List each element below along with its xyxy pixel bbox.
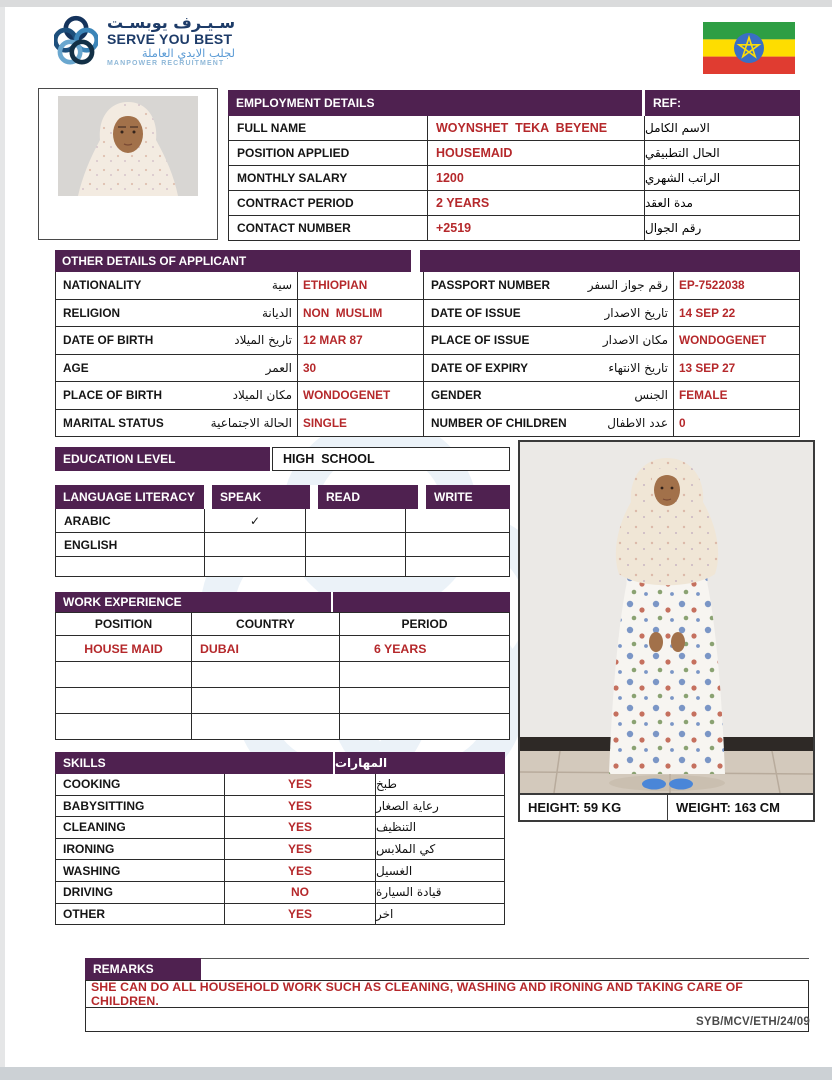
work-column-headers bbox=[55, 612, 510, 636]
field-value: WOYNSHET TEKA BEYENE bbox=[428, 116, 645, 140]
remarks-header bbox=[85, 958, 809, 980]
position-cell bbox=[56, 714, 192, 739]
field-value: WONDOGENET bbox=[679, 333, 767, 348]
table-row bbox=[55, 355, 800, 383]
field-label-pair bbox=[424, 300, 674, 327]
education-level-label: EDUCATION LEVEL bbox=[55, 447, 270, 471]
period-cell bbox=[340, 714, 509, 739]
speak-cell bbox=[205, 557, 306, 576]
ref-label: REF: bbox=[645, 90, 800, 116]
skill-value: YES bbox=[225, 860, 376, 881]
field-label-arabic: تاريخ الميلاد bbox=[234, 333, 292, 348]
field-label-arabic: تاريخ الانتهاء bbox=[608, 360, 668, 375]
table-row bbox=[228, 166, 800, 191]
skill-label-arabic: اخر bbox=[376, 906, 394, 921]
read-cell bbox=[306, 533, 406, 556]
country-cell bbox=[192, 714, 340, 739]
reference-code: SYB/MCV/ETH/24/09 bbox=[696, 1016, 810, 1028]
column-header: SPEAK bbox=[212, 485, 310, 509]
field-value: FEMALE bbox=[679, 388, 728, 403]
field-label-arabic: الاسم الكامل bbox=[645, 121, 710, 135]
country-cell bbox=[192, 662, 340, 687]
position-cell: HOUSE MAID bbox=[56, 636, 192, 661]
remarks-topline bbox=[201, 958, 809, 980]
table-row bbox=[55, 774, 505, 796]
table-row bbox=[55, 839, 505, 861]
language-header-row bbox=[55, 485, 510, 509]
field-label-arabic: مكان الاصدار bbox=[602, 333, 668, 348]
table-row bbox=[55, 327, 800, 355]
applicant-passport-photo bbox=[38, 88, 218, 240]
field-label-pair bbox=[424, 272, 674, 299]
skill-label: CLEANING bbox=[56, 817, 225, 838]
table-row bbox=[55, 904, 505, 926]
position-cell bbox=[56, 688, 192, 713]
write-cell bbox=[406, 509, 509, 532]
field-value: SINGLE bbox=[298, 410, 424, 437]
field-label: PLACE OF BIRTH bbox=[63, 388, 162, 403]
field-label: NUMBER OF CHILDREN bbox=[431, 415, 567, 430]
table-row bbox=[55, 882, 505, 904]
period-cell bbox=[340, 662, 509, 687]
height-value: HEIGHT: 59 KG bbox=[520, 795, 668, 820]
field-label-arabic: الديانة bbox=[261, 305, 292, 320]
language-name: ENGLISH bbox=[56, 533, 205, 556]
skill-label-arabic: رعاية الصغار bbox=[376, 798, 439, 813]
agency-logo bbox=[54, 13, 235, 69]
employment-title: EMPLOYMENT DETAILS bbox=[228, 90, 642, 116]
remarks-title: REMARKS bbox=[85, 958, 201, 980]
field-value: 13 SEP 27 bbox=[679, 360, 736, 375]
field-label-arabic: الراتب الشهري bbox=[645, 171, 721, 185]
country-cell: DUBAI bbox=[192, 636, 340, 661]
field-label-pair bbox=[56, 410, 298, 437]
period-cell bbox=[340, 688, 509, 713]
field-label: RELIGION bbox=[63, 305, 121, 320]
skill-label: WASHING bbox=[56, 860, 225, 881]
table-row bbox=[55, 860, 505, 882]
field-label: AGE bbox=[63, 360, 89, 375]
header-gap bbox=[411, 250, 420, 272]
skill-label-arabic: كي الملابس bbox=[376, 842, 436, 857]
skill-value: YES bbox=[225, 839, 376, 860]
skill-label: COOKING bbox=[56, 774, 225, 795]
header-bar-right bbox=[333, 592, 510, 612]
field-label: NATIONALITY bbox=[63, 278, 142, 293]
skill-label: BABYSITTING bbox=[56, 796, 225, 817]
logo-arabic-title: سـيـرف يوبسـت bbox=[107, 12, 236, 32]
field-label-pair bbox=[56, 272, 298, 299]
field-value: 14 SEP 22 bbox=[679, 305, 736, 320]
field-label-pair bbox=[56, 327, 298, 354]
table-row bbox=[55, 662, 510, 688]
skill-value: NO bbox=[225, 882, 376, 903]
field-label-arabic: سية bbox=[271, 278, 292, 293]
skill-label-arabic: قيادة السيارة bbox=[376, 885, 442, 900]
column-header: READ bbox=[318, 485, 418, 509]
table-row bbox=[55, 509, 510, 533]
skill-label: OTHER bbox=[56, 904, 225, 925]
table-row bbox=[55, 714, 510, 740]
skill-label: DRIVING bbox=[56, 882, 225, 903]
table-row bbox=[228, 116, 800, 141]
field-value: NON MUSLIM bbox=[298, 300, 424, 327]
field-label: DATE OF ISSUE bbox=[431, 305, 521, 320]
skill-value: YES bbox=[225, 817, 376, 838]
table-row bbox=[55, 557, 510, 577]
logo-subtitle: MANPOWER RECRUITMENT bbox=[107, 60, 225, 68]
field-label-arabic: مكان الميلاد bbox=[232, 388, 292, 403]
other-details-title: OTHER DETAILS OF APPLICANT bbox=[55, 250, 411, 272]
position-cell bbox=[56, 662, 192, 687]
field-label: DATE OF BIRTH bbox=[63, 333, 154, 348]
field-label-pair bbox=[56, 300, 298, 327]
applicant-full-photo bbox=[518, 440, 815, 795]
field-label: POSITION APPLIED bbox=[229, 141, 428, 165]
field-label: MONTHLY SALARY bbox=[229, 166, 428, 190]
field-label: DATE OF EXPIRY bbox=[431, 360, 529, 375]
field-value: ETHIOPIAN bbox=[298, 272, 424, 299]
skill-value: YES bbox=[225, 904, 376, 925]
table-row bbox=[55, 817, 505, 839]
field-label-arabic: عدد الاطفال bbox=[607, 415, 668, 430]
field-label: FULL NAME bbox=[229, 116, 428, 140]
field-label-arabic: رقم الجوال bbox=[645, 221, 702, 235]
column-header: COUNTRY bbox=[192, 613, 340, 635]
column-header: LANGUAGE LITERACY bbox=[55, 485, 204, 509]
ethiopia-flag-icon bbox=[703, 22, 795, 74]
speak-cell bbox=[205, 533, 306, 556]
speak-checkmark: ✓ bbox=[205, 509, 306, 532]
language-literacy-table bbox=[55, 485, 510, 577]
field-label-arabic: تاريخ الاصدار bbox=[604, 305, 668, 320]
field-label: GENDER bbox=[431, 388, 482, 403]
field-label: PLACE OF ISSUE bbox=[431, 333, 530, 348]
language-name: ARABIC bbox=[56, 509, 205, 532]
field-value: 2 YEARS bbox=[428, 191, 645, 215]
skill-label-arabic: التنظيف bbox=[376, 820, 417, 835]
skill-value: YES bbox=[225, 796, 376, 817]
weight-value: WEIGHT: 163 CM bbox=[676, 800, 781, 815]
field-label-pair bbox=[56, 382, 298, 409]
logo-title: SERVE YOU BEST bbox=[107, 30, 233, 47]
skill-value: YES bbox=[225, 774, 376, 795]
field-value: WONDOGENET bbox=[298, 382, 424, 409]
period-cell: 6 YEARS bbox=[374, 641, 427, 656]
table-row bbox=[55, 382, 800, 410]
scan-edge-top bbox=[0, 0, 832, 7]
field-label-arabic: الجنس bbox=[634, 388, 668, 403]
table-row bbox=[55, 533, 510, 557]
field-value: +2519 bbox=[428, 216, 645, 240]
field-label-pair bbox=[424, 355, 674, 382]
skills-title: SKILLS bbox=[55, 752, 333, 774]
field-label: CONTRACT PERIOD bbox=[229, 191, 428, 215]
read-cell bbox=[306, 509, 406, 532]
table-row bbox=[55, 410, 800, 438]
country-cell bbox=[192, 688, 340, 713]
language-name bbox=[56, 557, 205, 576]
field-label-pair bbox=[424, 410, 674, 437]
remarks-text: SHE CAN DO ALL HOUSEHOLD WORK SUCH AS CLEANING, WASHING AND IRONING AND TAKING CARE OF CHILDREN. bbox=[85, 980, 809, 1008]
work-experience-header bbox=[55, 592, 510, 612]
table-row bbox=[55, 688, 510, 714]
employment-details-table bbox=[228, 90, 800, 241]
table-row bbox=[228, 191, 800, 216]
column-header: WRITE bbox=[426, 485, 510, 509]
work-experience-table bbox=[55, 592, 510, 740]
field-value: 12 MAR 87 bbox=[298, 327, 424, 354]
field-label: CONTACT NUMBER bbox=[229, 216, 428, 240]
skill-label-arabic: الغسيل bbox=[376, 863, 413, 878]
field-label-arabic: الحالة الاجتماعية bbox=[210, 415, 292, 430]
logo-knot-icon bbox=[54, 13, 98, 69]
field-label-arabic: الحال التطبيقي bbox=[645, 146, 720, 160]
skills-table bbox=[55, 752, 505, 925]
header-bar-right bbox=[420, 250, 800, 272]
other-details-table bbox=[55, 250, 800, 437]
field-label-pair bbox=[424, 327, 674, 354]
field-value: 1200 bbox=[428, 166, 645, 190]
skill-label-arabic: طبخ bbox=[376, 777, 397, 792]
table-row bbox=[55, 300, 800, 328]
logo-arabic-subtitle: لجلب الايدي العاملة bbox=[141, 46, 236, 61]
field-label: MARITAL STATUS bbox=[63, 415, 164, 430]
field-label-pair bbox=[424, 382, 674, 409]
field-label-arabic: العمر bbox=[265, 360, 292, 375]
write-cell bbox=[406, 557, 509, 576]
height-weight-row bbox=[518, 795, 815, 822]
field-label-arabic: مدة العقد bbox=[645, 196, 693, 210]
column-header: POSITION bbox=[56, 613, 192, 635]
education-level-value: HIGH SCHOOL bbox=[272, 447, 510, 471]
table-row bbox=[55, 272, 800, 300]
scan-edge-left bbox=[0, 7, 5, 1067]
field-value: 0 bbox=[679, 415, 686, 430]
field-value: HOUSEMAID bbox=[428, 141, 645, 165]
skills-header bbox=[55, 752, 505, 774]
table-row bbox=[228, 141, 800, 166]
read-cell bbox=[306, 557, 406, 576]
other-details-header bbox=[55, 250, 800, 272]
table-row bbox=[55, 636, 510, 662]
field-value: EP-7522038 bbox=[679, 278, 745, 293]
skill-label: IRONING bbox=[56, 839, 225, 860]
employment-header bbox=[228, 90, 800, 116]
column-header: PERIOD bbox=[401, 617, 448, 631]
table-row bbox=[228, 216, 800, 241]
scan-edge-bottom bbox=[0, 1067, 832, 1080]
table-row bbox=[55, 796, 505, 818]
field-value: 30 bbox=[298, 355, 424, 382]
write-cell bbox=[406, 533, 509, 556]
work-experience-title: WORK EXPERIENCE bbox=[55, 592, 331, 612]
skills-title-arabic: المهارات bbox=[335, 752, 505, 774]
field-label: PASSPORT NUMBER bbox=[431, 278, 551, 293]
field-label-arabic: رقم جواز السفر bbox=[587, 278, 668, 293]
field-label-pair bbox=[56, 355, 298, 382]
